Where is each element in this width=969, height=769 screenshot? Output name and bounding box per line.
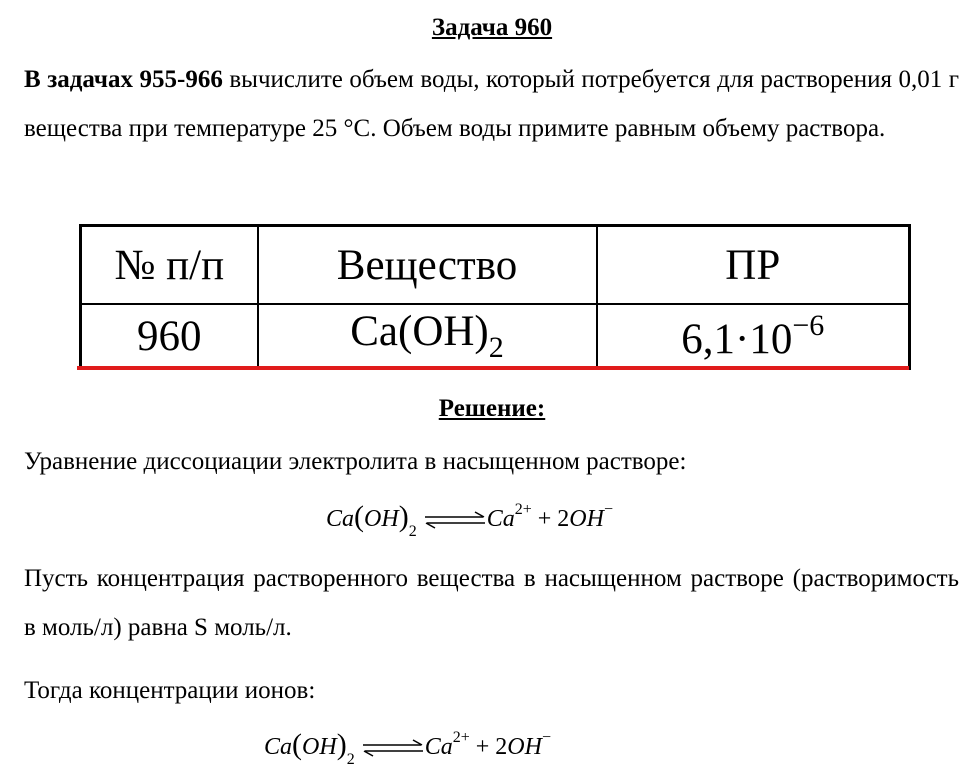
task-range: В задачах 955-966 xyxy=(24,66,223,93)
eq2-close-paren: ) xyxy=(336,728,347,761)
solution-title: Решение: xyxy=(438,395,546,422)
eq2-left-group: OH xyxy=(302,734,337,760)
equilibrium-arrow-icon xyxy=(423,510,487,530)
dissociation-intro: Уравнение диссоциации электролита в насыщенном растворе: xyxy=(24,448,687,475)
eq-close-paren: ) xyxy=(398,500,409,533)
eq-left-cation: Ca xyxy=(326,506,355,532)
solubility-paragraph: Пусть концентрация растворенного вещества в насыщенном растворе (растворимость в моль/л) равна S моль/л. xyxy=(24,565,959,641)
eq2-left-cation: Ca xyxy=(264,734,293,760)
eq-left-group: OH xyxy=(364,506,399,532)
eq2-left-subscript: 2 xyxy=(346,751,355,768)
eq-anion-charge: − xyxy=(603,501,613,518)
eq2-right-cation: Ca xyxy=(424,734,453,760)
eq2-cation-charge: 2+ xyxy=(452,729,470,746)
task-data-table xyxy=(79,224,911,370)
substance-subscript: 2 xyxy=(488,331,504,364)
equilibrium-arrow-icon xyxy=(361,738,425,758)
dissociation-equation xyxy=(326,500,613,541)
eq2-plus-coefficient: + 2 xyxy=(475,734,508,760)
substance-formula: Ca(OH) xyxy=(350,308,489,355)
ions-intro: Тогда концентрации ионов: xyxy=(24,677,316,704)
eq-right-anion: OH xyxy=(569,506,604,532)
eq-right-cation: Ca xyxy=(486,506,515,532)
task-title: Задача 960 xyxy=(431,14,553,41)
cell-substance xyxy=(258,304,597,369)
eq-cation-charge: 2+ xyxy=(514,501,532,518)
cell-pr xyxy=(597,304,910,369)
pr-mantissa: 6,1·10 xyxy=(681,315,793,363)
task-description: вычислите объем воды, который потребуется для растворения 0,01 г вещества при температуре 25 °С. Объем воды примите равным объему раствора. xyxy=(24,66,959,142)
task-statement xyxy=(24,55,959,153)
cell-number: 960 xyxy=(81,304,258,369)
eq2-open-paren: ( xyxy=(292,728,303,761)
eq2-right-anion: OH xyxy=(507,734,542,760)
table-header-row xyxy=(81,226,910,305)
ions-equation xyxy=(264,728,551,769)
eq-left-subscript: 2 xyxy=(408,523,417,540)
table-row xyxy=(81,304,910,369)
eq-plus-coefficient: + 2 xyxy=(537,506,570,532)
header-number: № п/п xyxy=(81,226,258,305)
pr-exponent: −6 xyxy=(792,308,825,342)
red-underline-divider xyxy=(77,366,909,370)
header-pr: ПР xyxy=(597,226,910,305)
eq-open-paren: ( xyxy=(354,500,365,533)
header-substance: Вещество xyxy=(258,226,597,305)
eq2-anion-charge: − xyxy=(541,729,551,746)
